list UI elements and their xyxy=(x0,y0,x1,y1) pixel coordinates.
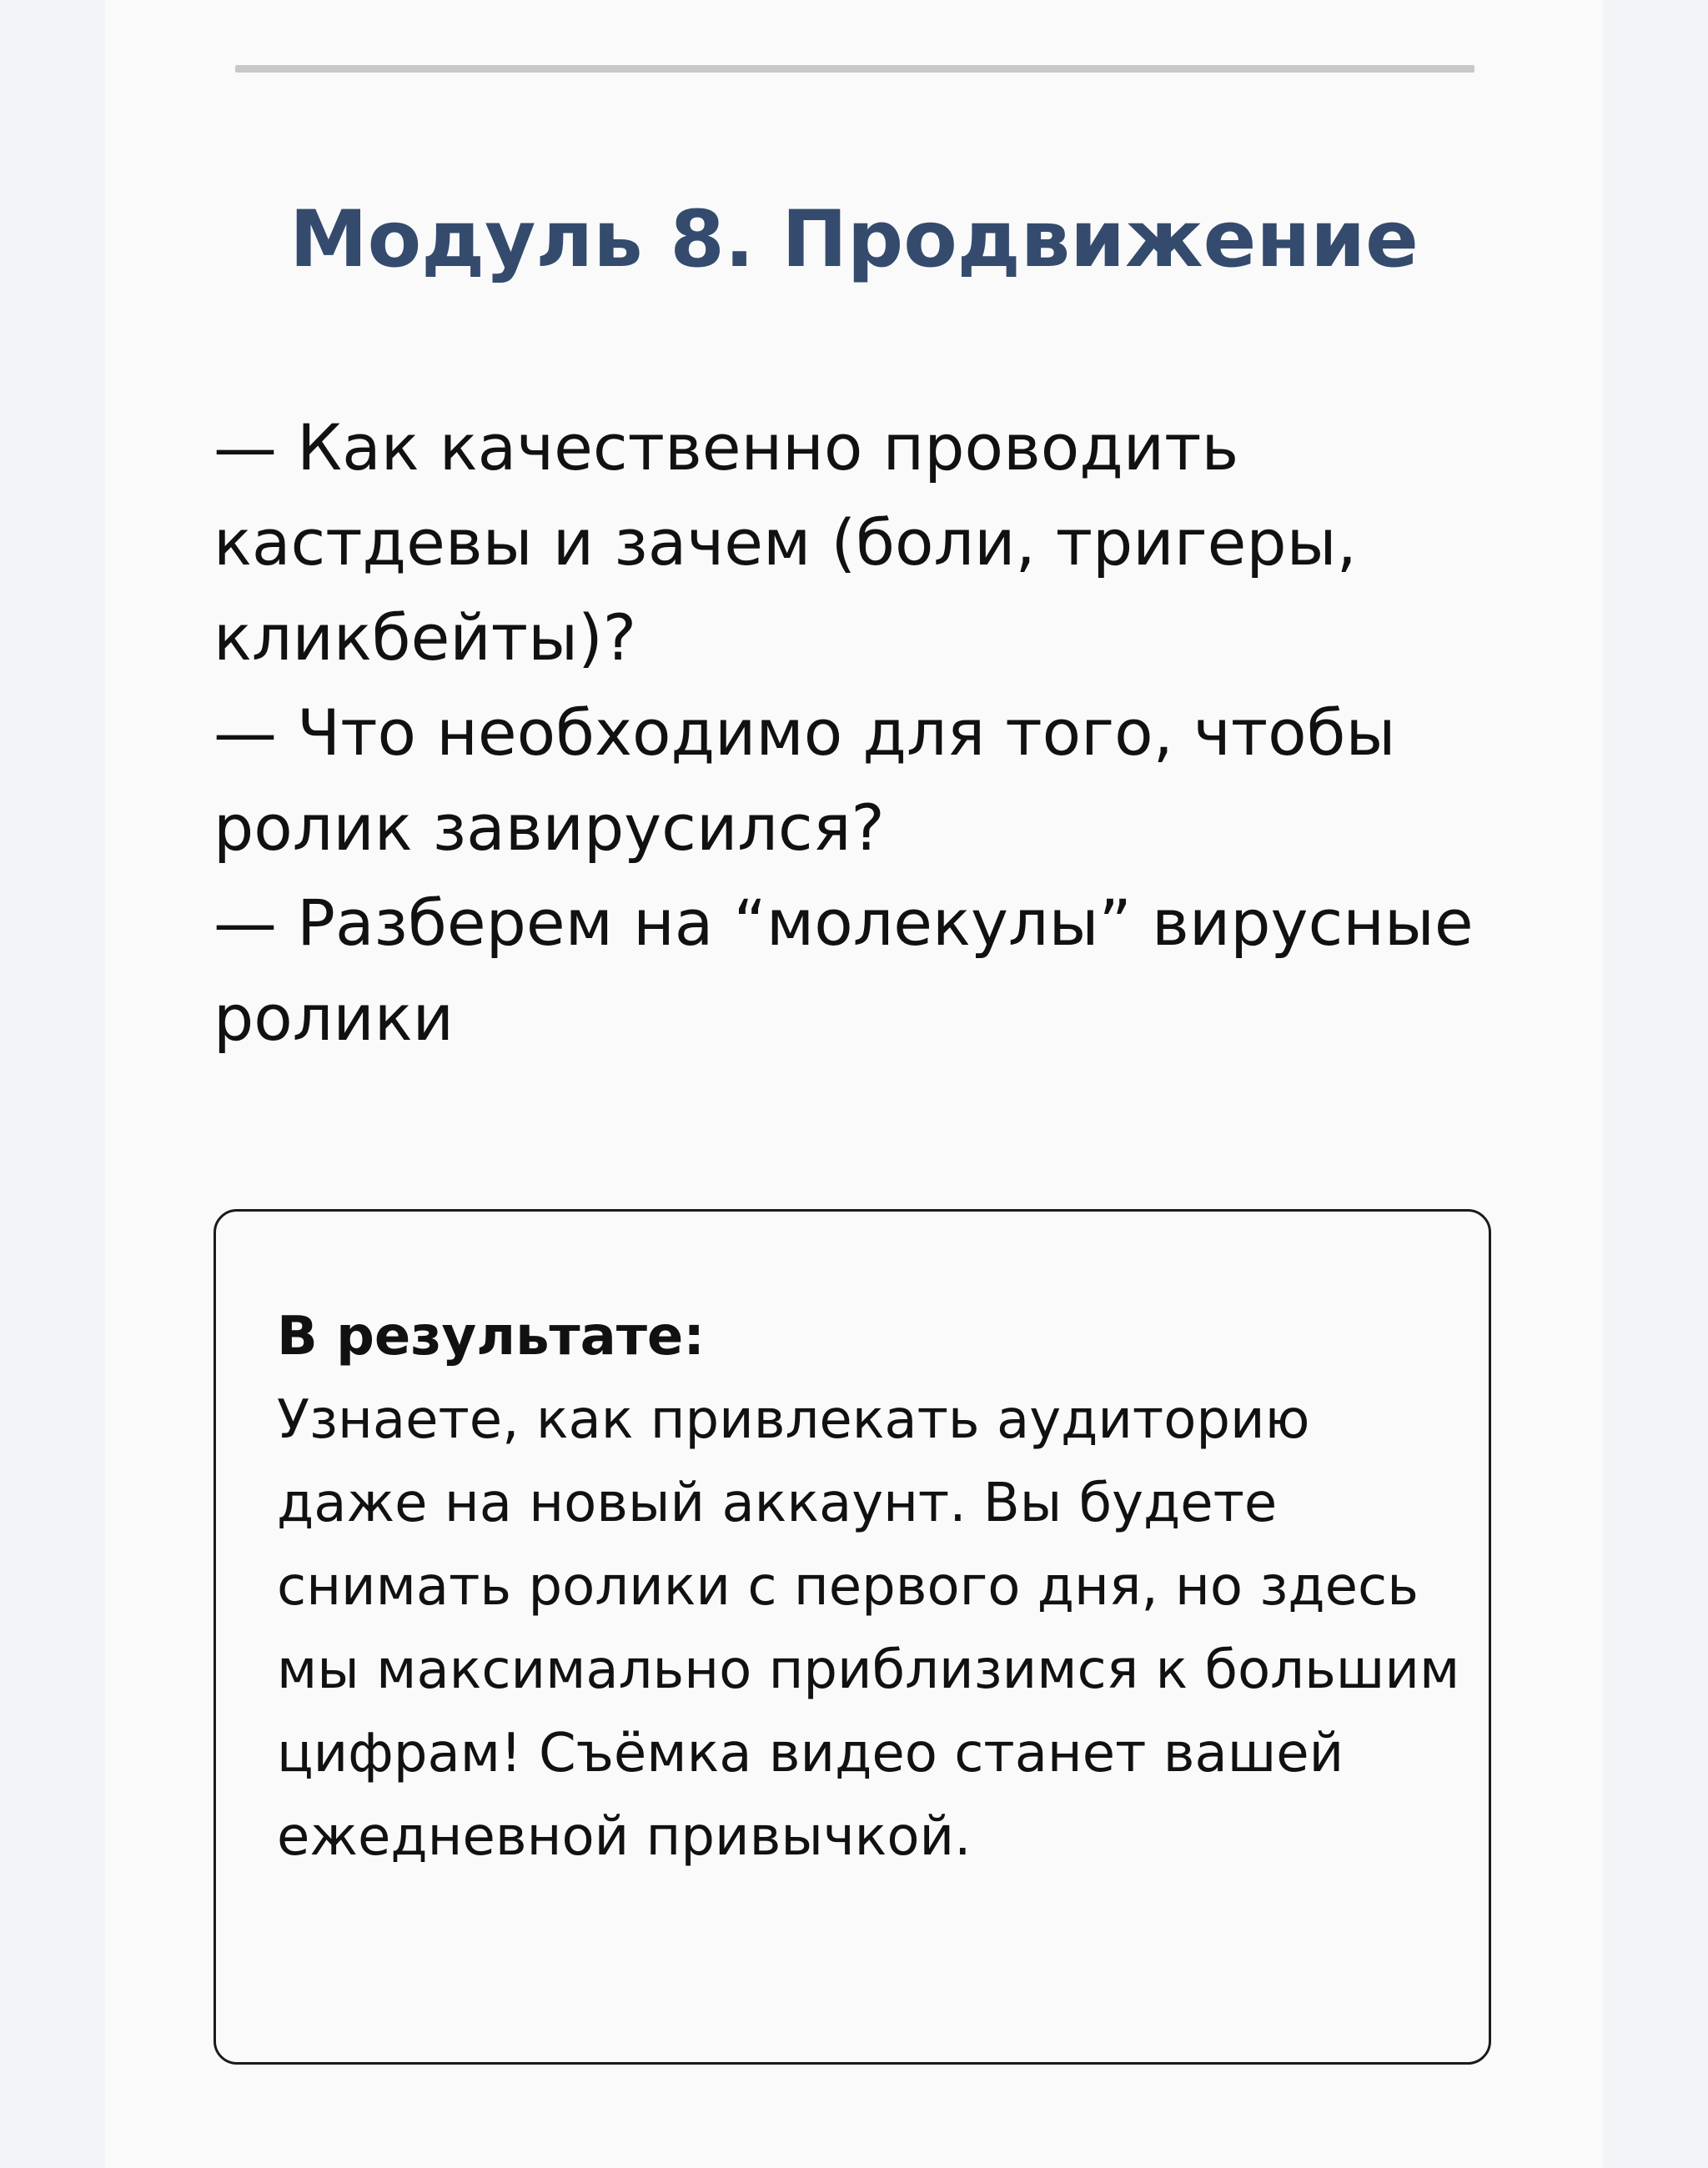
top-divider xyxy=(235,65,1474,73)
topics-list xyxy=(214,400,1531,1066)
result-body: Узнаете, как привлекать аудиторию даже на новый аккаунт. Вы будете снимать ролики с первого дня, но здесь мы максимально приблизимся к большим цифрам! Съёмка видео станет вашей ежедневной привычкой. xyxy=(277,1389,1460,1868)
module-title: Модуль 8. Продвижение xyxy=(289,194,1419,285)
topic-item-customer-development: — Как качественно проводить кастдевы и зачем (боли, тригеры, кликбейты)? xyxy=(214,410,1357,675)
topic-item-viral-video: — Что необходимо для того, чтобы ролик завирусился? xyxy=(214,695,1396,865)
result-text xyxy=(277,1295,1461,1879)
topic-item-viral-breakdown: — Разберем на “молекулы” вирусные ролики xyxy=(214,886,1474,1055)
result-heading: В результате: xyxy=(277,1306,705,1368)
page-card xyxy=(105,0,1603,2168)
result-box xyxy=(214,1209,1491,2065)
